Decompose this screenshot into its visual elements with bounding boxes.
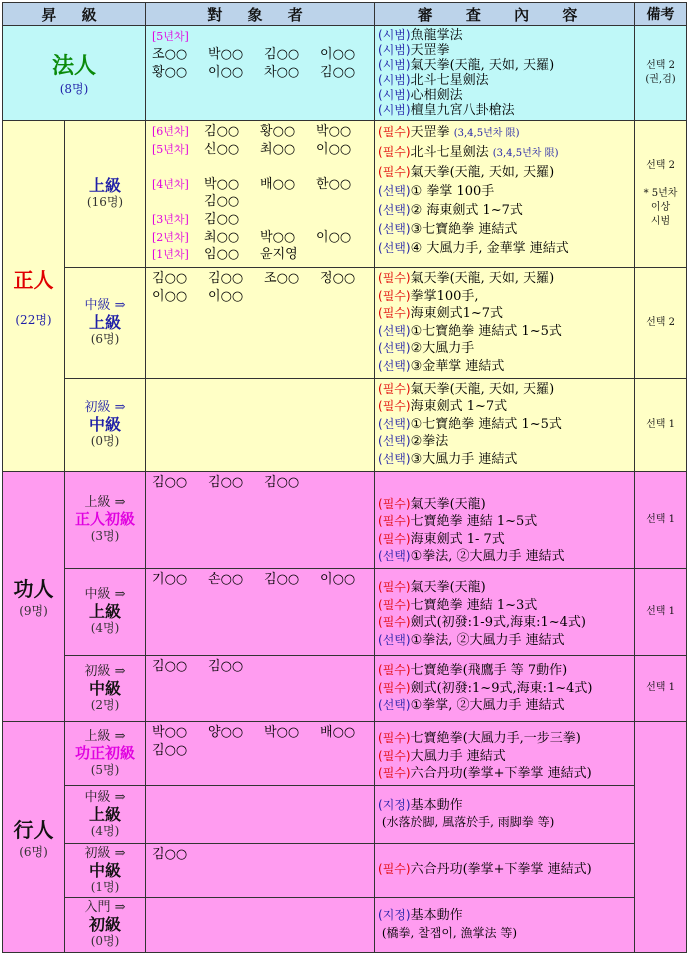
row-jeongin-upper <box>3 121 687 268</box>
category-count: (6명) <box>19 844 48 859</box>
row-haengin-entry <box>3 897 687 952</box>
level-haengin-beg: 初級 ⇒ 中級 (1명) <box>65 843 146 897</box>
remark-jeongin-upper: 선택 2 * 5년차 이상 시범 <box>635 121 687 268</box>
haengin-mid-items: (지정)基本動作 (水落於脚, 風落於手, 雨脚拳 等) <box>375 785 635 843</box>
category-name: 法人 <box>52 53 97 79</box>
level-haengin-upper: 上級 ⇒ 功正初級 (5명) <box>65 721 146 785</box>
people-row: 황○○ 이○○ 차○○ 김○○ <box>152 65 356 80</box>
level-jeongin-mid: 中級 ⇒ 上級 (6명) <box>65 268 146 379</box>
jeongin-upper-items: (필수)天罡拳 (3,4,5년차 限) (필수)北斗七星劍法 (3,4,5년차 限) (필수)氣天拳(天龍, 天如, 天羅) (선택)① 拳掌 100手 (선택)② 海東劍式 1~7式 (선택)③七寶絶拳 連結式 (선택)④ 大風力手, 金華掌 連結式 <box>375 121 635 268</box>
level-gongin-upper: 上級 ⇒ 正人初級 (3명) <box>65 471 146 568</box>
gongin-upper-items: (필수)氣天拳(天龍) (필수)七寶絶拳 連結 1~5式 (필수)海東劍式 1- 7式 (선택)①拳法, ②大風力手 連結式 <box>375 471 635 568</box>
level-gongin-mid: 中級 ⇒ 上級 (4명) <box>65 568 146 655</box>
haengin-upper-items: (필수)七寶絶拳(大風力手,一步三拳) (필수)大風力手 連結式 (필수)六合丹功(拳掌+下拳掌 連結式) <box>375 721 635 785</box>
category-count: (9명) <box>19 604 48 619</box>
category-name: 正人 <box>13 267 54 292</box>
category-haengin <box>3 721 65 952</box>
remark-haengin <box>635 721 687 952</box>
haengin-entry-items: (지정)基本動作 (橋拳, 찰잽이, 漁掌法 等) <box>375 897 635 952</box>
remark-beopin: 선택 2 (권,검) <box>635 26 687 121</box>
exam-item: (시범)氣天拳(天龍, 天如, 天羅) <box>378 58 555 73</box>
category-count: (22명) <box>15 312 52 327</box>
beopin-items <box>375 26 635 121</box>
remark-jeongin-mid: 선택 2 <box>635 268 687 379</box>
haengin-beg-people: 김○○ <box>146 843 375 897</box>
row-gongin-upper <box>3 471 687 568</box>
row-gongin-mid <box>3 568 687 655</box>
level-gongin-beg: 初級 ⇒ 中級 (2명) <box>65 655 146 721</box>
level-jeongin-upper: 上級 (16명) <box>65 121 146 268</box>
exam-item: (시범)北斗七星劍法 <box>378 73 489 88</box>
remark-gongin-beg: 선택 1 <box>635 655 687 721</box>
row-jeongin-beg <box>3 378 687 471</box>
header-row <box>3 3 687 26</box>
header-note: 備考 <box>635 3 687 26</box>
row-gongin-beg <box>3 655 687 721</box>
beopin-people <box>146 26 375 121</box>
gongin-beg-people: 김○○ 김○○ <box>146 655 375 721</box>
row-beopin <box>3 26 687 121</box>
year-tag: [5년차] <box>152 30 189 43</box>
remark-jeongin-beg: 선택 1 <box>635 378 687 471</box>
people-row: 조○○ 박○○ 김○○ 이○○ <box>152 47 356 62</box>
haengin-entry-people <box>146 897 375 952</box>
category-jeongin <box>3 121 65 472</box>
haengin-beg-items: (필수)六合丹功(拳掌+下拳掌 連結式) <box>375 843 635 897</box>
exam-item: (시범)魚龍掌法 <box>378 28 463 43</box>
haengin-mid-people <box>146 785 375 843</box>
level-jeongin-beg: 初級 ⇒ 中級 (0명) <box>65 378 146 471</box>
remark-gongin-mid: 선택 1 <box>635 568 687 655</box>
category-beopin <box>3 26 146 121</box>
jeongin-mid-items: (필수)氣天拳(天龍, 天如, 天羅) (필수)拳掌100手, (필수)海東劍式1~7式 (선택)①七寶絶拳 連結式 1~5式 (선택)②大風力手 (선택)③金華掌 連結式 <box>375 268 635 379</box>
header-level: 昇 級 <box>3 3 146 26</box>
grading-table <box>2 2 687 953</box>
level-haengin-mid: 中級 ⇒ 上級 (4명) <box>65 785 146 843</box>
category-count: (8명) <box>59 82 89 96</box>
row-haengin-mid <box>3 785 687 843</box>
gongin-beg-items: (필수)七寶絶拳(飛鷹手 等 7動作) (필수)劍式(初發:1~9式,海東:1~4式) (선택)①拳掌, ②大風力手 連結式 <box>375 655 635 721</box>
gongin-upper-people: 김○○ 김○○ 김○○ <box>146 471 375 568</box>
haengin-upper-people: 박○○ 양○○ 박○○ 배○○ 김○○ <box>146 721 375 785</box>
level-haengin-entry: 入門 ⇒ 初級 (0명) <box>65 897 146 952</box>
jeongin-beg-items: (필수)氣天拳(天龍, 天如, 天羅) (필수)海東劍式 1~7式 (선택)①七寶絶拳 連結式 1~5式 (선택)②拳法 (선택)③大風力手 連結式 <box>375 378 635 471</box>
jeongin-mid-people: 김○○ 김○○ 조○○ 정○○ 이○○ 이○○ <box>146 268 375 379</box>
jeongin-beg-people <box>146 378 375 471</box>
category-name: 行人 <box>13 817 54 842</box>
row-haengin-beg <box>3 843 687 897</box>
exam-item: (시범)檀皇九宮八卦槍法 <box>378 103 515 118</box>
row-jeongin-mid <box>3 268 687 379</box>
exam-item: (시범)天罡拳 <box>378 43 450 58</box>
gongin-mid-people: 기○○ 손○○ 김○○ 이○○ <box>146 568 375 655</box>
header-content: 審 査 內 容 <box>375 3 635 26</box>
gongin-mid-items: (필수)氣天拳(天龍) (필수)七寶絶拳 連結 1~3式 (필수)劍式(初發:1-9式,海東:1~4式) (선택)①拳法, ②大風力手 連結式 <box>375 568 635 655</box>
row-haengin-upper <box>3 721 687 785</box>
jeongin-upper-people: [6년차] 김○○ 황○○ 박○○ [5년차] 신○○ 최○○ 이○○ [4년차] 박○○ 배○○ 한○○ 김○○ [3년차] 김○○ [2년차] 최○○ 박○○ 이○○ [1년차] 임○○ 윤지영 <box>146 121 375 268</box>
category-gongin <box>3 471 65 721</box>
header-target: 對 象 者 <box>146 3 375 26</box>
exam-item: (시범)心相劍法 <box>378 88 463 103</box>
category-name: 功人 <box>13 577 54 602</box>
remark-gongin-upper: 선택 1 <box>635 471 687 568</box>
